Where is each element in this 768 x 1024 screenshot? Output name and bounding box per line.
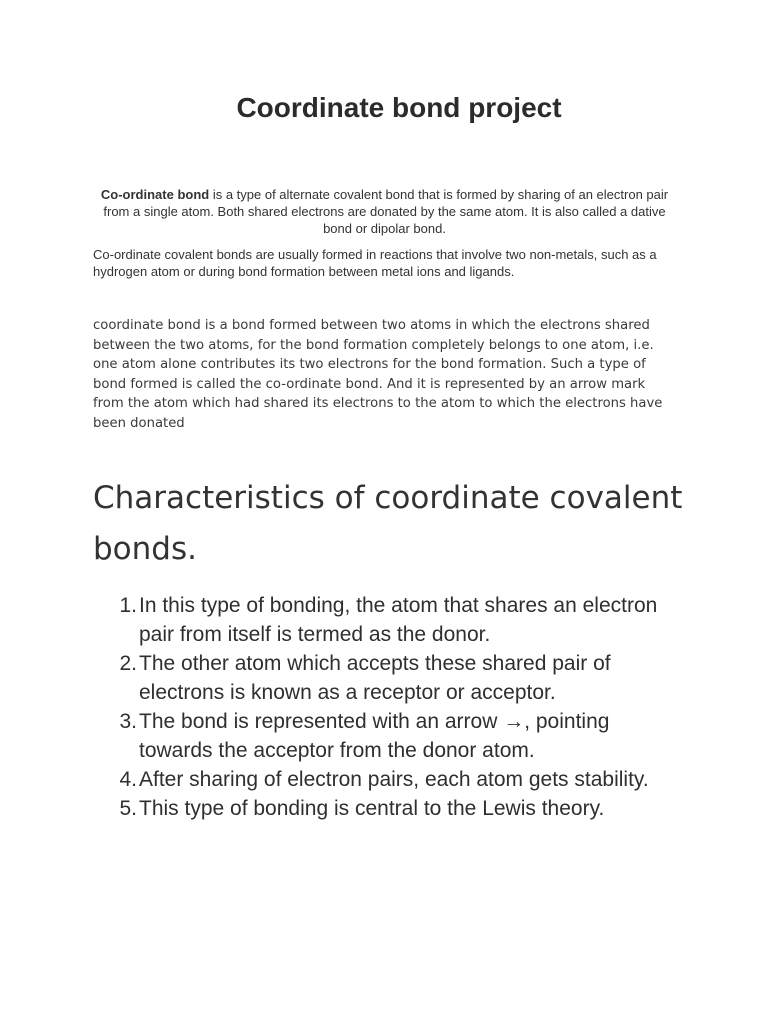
characteristics-heading: Characteristics of coordinate covalent bonds.: [93, 480, 683, 567]
list-item-number: 2.: [119, 652, 137, 675]
paragraph-definition: coordinate bond is a bond formed between two atoms in which the electrons shared between the two atoms, for the bond formation completely belongs to one atom, i.e. one atom alone contributes its two electrons for the bond formation. Such a type of bond formed is called the co-ordinate bond. And it is represented by an arrow mark from the atom which had shared its electrons to the atom to which the electrons have been donated: [93, 318, 663, 431]
list-item: [93, 794, 683, 823]
list-item-text: The other atom which accepts these shared pair of electrons is known as a receptor or acceptor.: [139, 652, 611, 704]
list-item-text: After sharing of electron pairs, each atom gets stability.: [139, 768, 649, 791]
list-item: [93, 649, 683, 707]
list-item: [93, 707, 683, 765]
list-item-number: 4.: [119, 768, 137, 791]
intro-paragraph: [93, 186, 676, 237]
list-item: [93, 591, 683, 649]
characteristics-list: [93, 591, 683, 823]
list-item-text: The bond is represented with an arrow →, pointing towards the acceptor from the donor atom.: [139, 710, 610, 762]
intro-bold-term: Co-ordinate bond: [100, 187, 210, 202]
list-item-text: This type of bonding is central to the Lewis theory.: [139, 797, 605, 820]
intro-text: is a type of alternate covalent bond that is formed by sharing of an electron pair from a single atom. Both shared electrons are donated by the same atom. It is also called a dative bond or dipolar bond.: [103, 187, 669, 236]
list-item: [93, 765, 683, 794]
list-item-number: 3.: [119, 710, 137, 733]
list-item-number: 1.: [119, 594, 137, 617]
paragraph-formation: Co-ordinate covalent bonds are usually formed in reactions that involve two non-metals, such as a hydrogen atom or during bond formation between metal ions and ligands.: [93, 247, 657, 279]
list-item-text: In this type of bonding, the atom that shares an electron pair from itself is termed as the donor.: [139, 594, 658, 646]
document-title: Coordinate bond project: [236, 92, 562, 123]
list-item-number: 5.: [119, 797, 137, 820]
